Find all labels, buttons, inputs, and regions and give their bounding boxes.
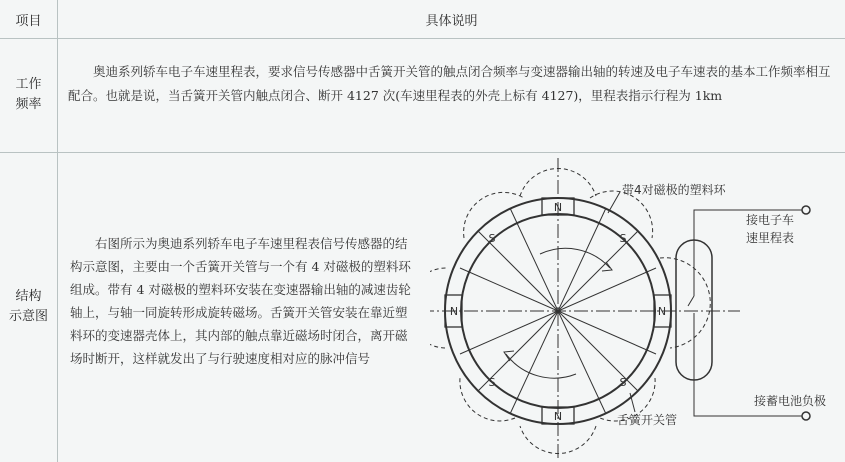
row-label-line: 示意图 [8,309,48,324]
pole-label: S [488,376,496,389]
header-item: 项目 [15,13,42,29]
column-divider [57,0,58,462]
ring-label: 带4对磁极的塑料环 [622,183,726,197]
pole-label: N [657,305,667,318]
battery-connection-label: 接蓄电池负极 [754,394,827,408]
header-divider [0,38,845,39]
row-divider [0,152,845,153]
row-label-line: 工作 [15,77,42,92]
header-description: 具体说明 [425,13,478,29]
pole-label: N [449,305,459,318]
row-label-diagram [0,152,57,462]
pole-label: N [553,201,563,214]
row-label-frequency [0,38,57,152]
pole-label: S [619,232,627,245]
row-label-line: 频率 [15,97,42,112]
meter-connection-label-1: 接电子车 [746,213,795,227]
meter-connection-label-2: 速里程表 [746,231,795,245]
pole-label: S [488,232,496,245]
reed-switch-label: 舌簧开关管 [617,413,678,427]
frequency-description: 奥迪系列轿车电子车速里程表，要求信号传感器中舌簧开关管的触点闭合频率与变速器输出轴的转速及电子车速表的基本工作频率相互配合。也就是说，当舌簧开关管内触点闭合、断开 4127 次(车速里程表的外壳上标有 4127)，里程表指示行程为 1km [68,64,831,103]
pole-label: N [553,410,563,423]
pole-label: S [619,376,627,389]
structure-description: 右图所示为奥迪系列轿车电子车速里程表信号传感器的结构示意图，主要由一个舌簧开关管与一个有 4 对磁极的塑料环组成。带有 4 对磁极的塑料环安装在变速器输出轴的减速齿轮轴上，与轴一同旋转形成旋转磁场。舌簧开关管安装在靠近塑料环的变速器壳体上，其内部的触点靠近磁场时闭合，离开磁场时断开，这样就发出了与行驶速度相对应的脉冲信号 [70,236,411,366]
row-label-line: 结构 [15,289,42,304]
